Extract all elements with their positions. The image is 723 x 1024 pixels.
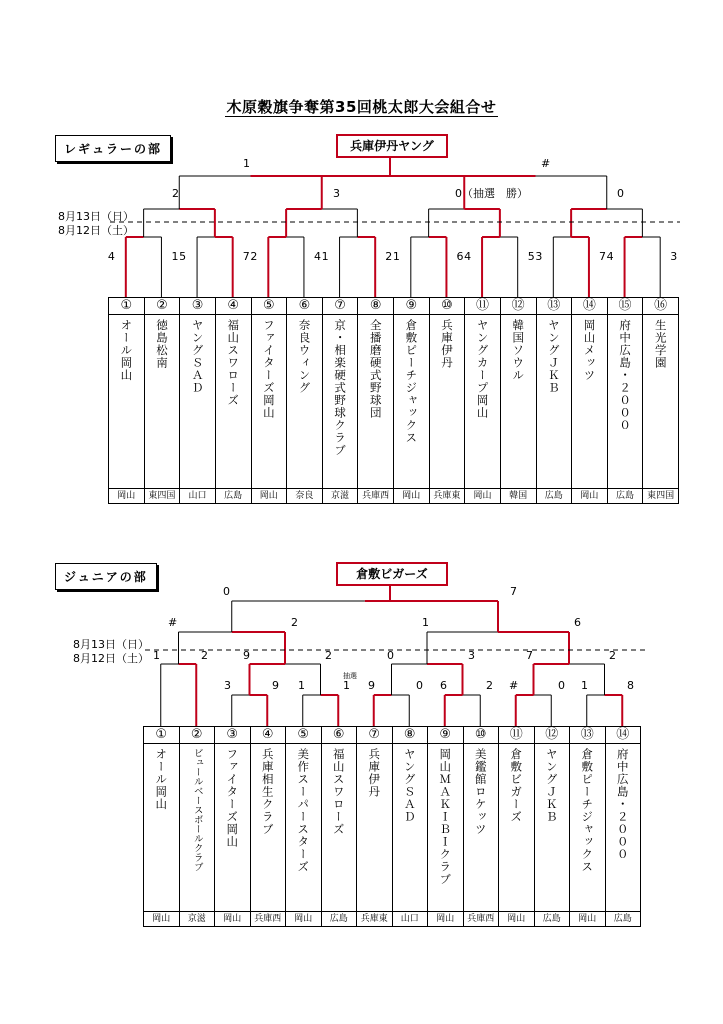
junior-qf-score: 2 [609, 649, 616, 662]
reg-team-name: ヤングＳＡＤ [190, 319, 205, 394]
regular-r1-score: 5 [179, 250, 187, 263]
reg-team-name-cell [109, 315, 145, 489]
reg-team-number: ⑨ [394, 298, 430, 315]
jun-team-prefecture: 岡山 [144, 912, 180, 927]
regular-r2-score: 2 [172, 187, 179, 200]
jun-team-name-cell [179, 744, 215, 912]
junior-r1-score: 1 [343, 679, 350, 692]
regular-date-top: 8月13日（日） [58, 210, 134, 223]
regular-r2-score: 0 [617, 187, 624, 200]
jun-team-name: ビュールベースボールクラブ [191, 748, 203, 872]
regular-r1-score: 4 [313, 250, 321, 263]
jun-team-name-cell [499, 744, 535, 912]
page-title-text: 木原穀旗争奪第35回桃太郎大会組合せ [226, 98, 497, 116]
junior-r1-score: 1 [581, 679, 588, 692]
jun-team-prefecture: 広島 [321, 912, 357, 927]
reg-team-name: 生光学園 [653, 319, 668, 369]
jun-team-name: ファイターズ岡山 [225, 748, 240, 848]
junior-r1-score: 0 [416, 679, 423, 692]
junior-qf-score: 2 [201, 649, 208, 662]
jun-team-prefecture: 山口 [392, 912, 428, 927]
junior-r1-score: 6 [440, 679, 447, 692]
jun-team-name-cell [250, 744, 286, 912]
reg-team-number: ⑬ [536, 298, 572, 315]
reg-team-number: ⑤ [251, 298, 287, 315]
jun-team-number: ⑨ [428, 727, 464, 744]
jun-team-prefecture: 京滋 [179, 912, 215, 927]
jun-team-number: ⑪ [499, 727, 535, 744]
jun-team-number: ⑧ [392, 727, 428, 744]
reg-team-number: ⑫ [500, 298, 536, 315]
jun-team-number: ① [144, 727, 180, 744]
regular-r1-score: 7 [242, 250, 250, 263]
reg-team-name: 福山スワローズ [226, 319, 241, 407]
jun-team-number: ⑫ [534, 727, 570, 744]
reg-team-prefecture: 東四国 [144, 489, 180, 504]
jun-team-name: 兵庫相生クラブ [260, 748, 275, 836]
junior-date-bottom: 8月12日（土） [73, 652, 149, 665]
reg-team-prefecture: 岡山 [465, 489, 501, 504]
junior-r1-score: 2 [486, 679, 493, 692]
reg-team-name-cell [215, 315, 251, 489]
junior-lottery-note: 抽選 [343, 672, 357, 680]
jun-team-number: ⑩ [463, 727, 499, 744]
reg-team-name: 奈良ウィング [297, 319, 312, 394]
jun-team-number: ④ [250, 727, 286, 744]
jun-team-number: ⑥ [321, 727, 357, 744]
reg-team-name-cell [322, 315, 358, 489]
jun-team-name-cell [321, 744, 357, 912]
jun-team-name: 美作スーパースターズ [296, 748, 311, 873]
reg-team-prefecture: 広島 [536, 489, 572, 504]
junior-qf-score: 2 [325, 649, 332, 662]
jun-team-prefecture: 兵庫西 [250, 912, 286, 927]
reg-team-name: 岡山メッツ [582, 319, 597, 382]
jun-team-name: 倉敷ピーチジャックス [580, 748, 595, 873]
jun-team-name: 倉敷ビガーズ [509, 748, 524, 823]
regular-champion: 兵庫伊丹ヤング [336, 134, 448, 158]
jun-team-name-cell [463, 744, 499, 912]
reg-team-prefecture: 岡山 [572, 489, 608, 504]
reg-team-name: 韓国ソウル [511, 319, 526, 382]
reg-team-name: 府中広島・２０００ [618, 319, 633, 432]
reg-team-prefecture: 岡山 [251, 489, 287, 504]
reg-team-prefecture: 東四国 [643, 489, 679, 504]
reg-team-prefecture: 奈良 [287, 489, 323, 504]
jun-team-number: ⑬ [570, 727, 606, 744]
jun-team-prefecture: 岡山 [286, 912, 322, 927]
reg-team-name-cell [144, 315, 180, 489]
regular-r2-score: 3 [333, 187, 340, 200]
junior-r1-score: 9 [272, 679, 279, 692]
reg-team-name: 全播磨硬式野球団 [368, 319, 383, 419]
jun-team-prefecture: 広島 [605, 912, 641, 927]
junior-r1-score: 3 [224, 679, 231, 692]
jun-team-name-cell [534, 744, 570, 912]
reg-team-name: ファイターズ岡山 [261, 319, 276, 419]
regular-r1-score: 1 [171, 250, 179, 263]
jun-team-prefecture: 岡山 [215, 912, 251, 927]
regular-r1-score: 1 [321, 250, 329, 263]
jun-team-number: ⑤ [286, 727, 322, 744]
jun-team-name-cell [144, 744, 180, 912]
regular-r1-score: 2 [385, 250, 393, 263]
regular-section-label: レギュラーの部 [55, 135, 171, 162]
regular-final-score: 1 [243, 157, 250, 170]
reg-team-number: ⑭ [572, 298, 608, 315]
reg-team-prefecture: 岡山 [109, 489, 145, 504]
reg-team-number: ⑩ [429, 298, 465, 315]
reg-team-prefecture: 山口 [180, 489, 216, 504]
reg-team-prefecture: 韓国 [500, 489, 536, 504]
junior-qf-score: 0 [387, 649, 394, 662]
reg-team-name: 倉敷ピーチジャックス [404, 319, 419, 444]
junior-section-label: ジュニアの部 [55, 563, 157, 590]
jun-team-name-cell [357, 744, 393, 912]
junior-r1-score: 8 [627, 679, 634, 692]
regular-r1-score: 3 [535, 250, 543, 263]
jun-team-name-cell [605, 744, 641, 912]
junior-qf-score: 9 [243, 649, 250, 662]
regular-date-bottom: 8月12日（土） [58, 224, 134, 237]
reg-team-prefecture: 広島 [215, 489, 251, 504]
regular-r2-score: 0（抽選 勝） [455, 187, 528, 200]
junior-champion: 倉敷ビガーズ [336, 562, 448, 586]
reg-team-name-cell [287, 315, 323, 489]
junior-final-score: 0 [223, 585, 230, 598]
reg-team-name: ヤングカープ岡山 [475, 319, 490, 419]
jun-team-name-cell [570, 744, 606, 912]
regular-r1-score: 5 [527, 250, 535, 263]
regular-r1-score: 6 [456, 250, 464, 263]
reg-team-name-cell [643, 315, 679, 489]
regular-r1-score: 4 [606, 250, 614, 263]
reg-team-number: ⑪ [465, 298, 501, 315]
jun-team-name: ヤングＳＡＤ [402, 748, 417, 823]
junior-sf-score: 6 [574, 616, 581, 629]
reg-team-name-cell [180, 315, 216, 489]
regular-r1-score: 1 [392, 250, 400, 263]
junior-sf-score: 2 [291, 616, 298, 629]
reg-team-name-cell [607, 315, 643, 489]
reg-team-name-cell [465, 315, 501, 489]
regular-r1-score: 2 [250, 250, 258, 263]
reg-team-prefecture: 岡山 [394, 489, 430, 504]
reg-team-number: ③ [180, 298, 216, 315]
jun-team-prefecture: 広島 [534, 912, 570, 927]
reg-team-prefecture: 広島 [607, 489, 643, 504]
reg-team-prefecture: 京滋 [322, 489, 358, 504]
jun-team-name-cell [428, 744, 464, 912]
reg-team-name: 徳島松南 [154, 319, 169, 369]
junior-r1-score: 1 [298, 679, 305, 692]
regular-r1-score: 4 [107, 250, 115, 263]
reg-team-name: 京・相楽硬式野球クラブ [333, 319, 348, 457]
jun-team-prefecture: 兵庫西 [463, 912, 499, 927]
reg-team-name-cell [251, 315, 287, 489]
regular-final-score: # [541, 157, 551, 170]
junior-r1-score: 0 [558, 679, 565, 692]
reg-team-name: ヤングＪＫＢ [546, 319, 561, 394]
jun-team-name-cell [286, 744, 322, 912]
jun-team-name-cell [392, 744, 428, 912]
regular-r1-score: 4 [464, 250, 472, 263]
jun-team-number: ② [179, 727, 215, 744]
reg-team-name-cell [429, 315, 465, 489]
reg-team-number: ⑯ [643, 298, 679, 315]
junior-qf-score: 1 [153, 649, 160, 662]
jun-team-name: オール岡山 [154, 748, 169, 811]
reg-team-prefecture: 兵庫西 [358, 489, 394, 504]
junior-qf-score: 7 [526, 649, 533, 662]
reg-team-name-cell [572, 315, 608, 489]
jun-team-name: 美鑑館ロケッツ [473, 748, 488, 836]
jun-team-prefecture: 兵庫東 [357, 912, 393, 927]
reg-team-name-cell [394, 315, 430, 489]
jun-team-prefecture: 岡山 [499, 912, 535, 927]
reg-team-name-cell [358, 315, 394, 489]
jun-team-number: ⑦ [357, 727, 393, 744]
regular-r1-score: 7 [598, 250, 606, 263]
reg-team-name-cell [536, 315, 572, 489]
regular-team-table [108, 297, 679, 504]
junior-sf-score: 1 [422, 616, 429, 629]
jun-team-name: ヤングＪＫＢ [544, 748, 559, 823]
junior-r1-score: # [509, 679, 519, 692]
reg-team-number: ④ [215, 298, 251, 315]
jun-team-number: ⑭ [605, 727, 641, 744]
reg-team-name: 兵庫伊丹 [439, 319, 454, 369]
reg-team-number: ② [144, 298, 180, 315]
jun-team-name-cell [215, 744, 251, 912]
jun-team-name: 兵庫伊丹 [367, 748, 382, 798]
reg-team-number: ⑦ [322, 298, 358, 315]
reg-team-number: ⑧ [358, 298, 394, 315]
junior-qf-score: 3 [468, 649, 475, 662]
reg-team-number: ⑮ [607, 298, 643, 315]
jun-team-prefecture: 岡山 [428, 912, 464, 927]
jun-team-prefecture: 岡山 [570, 912, 606, 927]
junior-final-score: 7 [510, 585, 517, 598]
reg-team-number: ① [109, 298, 145, 315]
jun-team-name: 岡山ＭＡＫＩＢＩクラブ [438, 748, 453, 886]
jun-team-name: 府中広島・２０００ [615, 748, 630, 861]
junior-date-top: 8月13日（日） [73, 638, 149, 651]
jun-team-name: 福山スワローズ [331, 748, 346, 836]
junior-r1-score: 9 [368, 679, 375, 692]
reg-team-prefecture: 兵庫東 [429, 489, 465, 504]
junior-sf-score: # [168, 616, 178, 629]
jun-team-number: ③ [215, 727, 251, 744]
reg-team-name: オール岡山 [119, 319, 134, 382]
reg-team-number: ⑥ [287, 298, 323, 315]
junior-team-table [143, 726, 641, 927]
regular-r1-score: 3 [670, 250, 678, 263]
reg-team-name-cell [500, 315, 536, 489]
